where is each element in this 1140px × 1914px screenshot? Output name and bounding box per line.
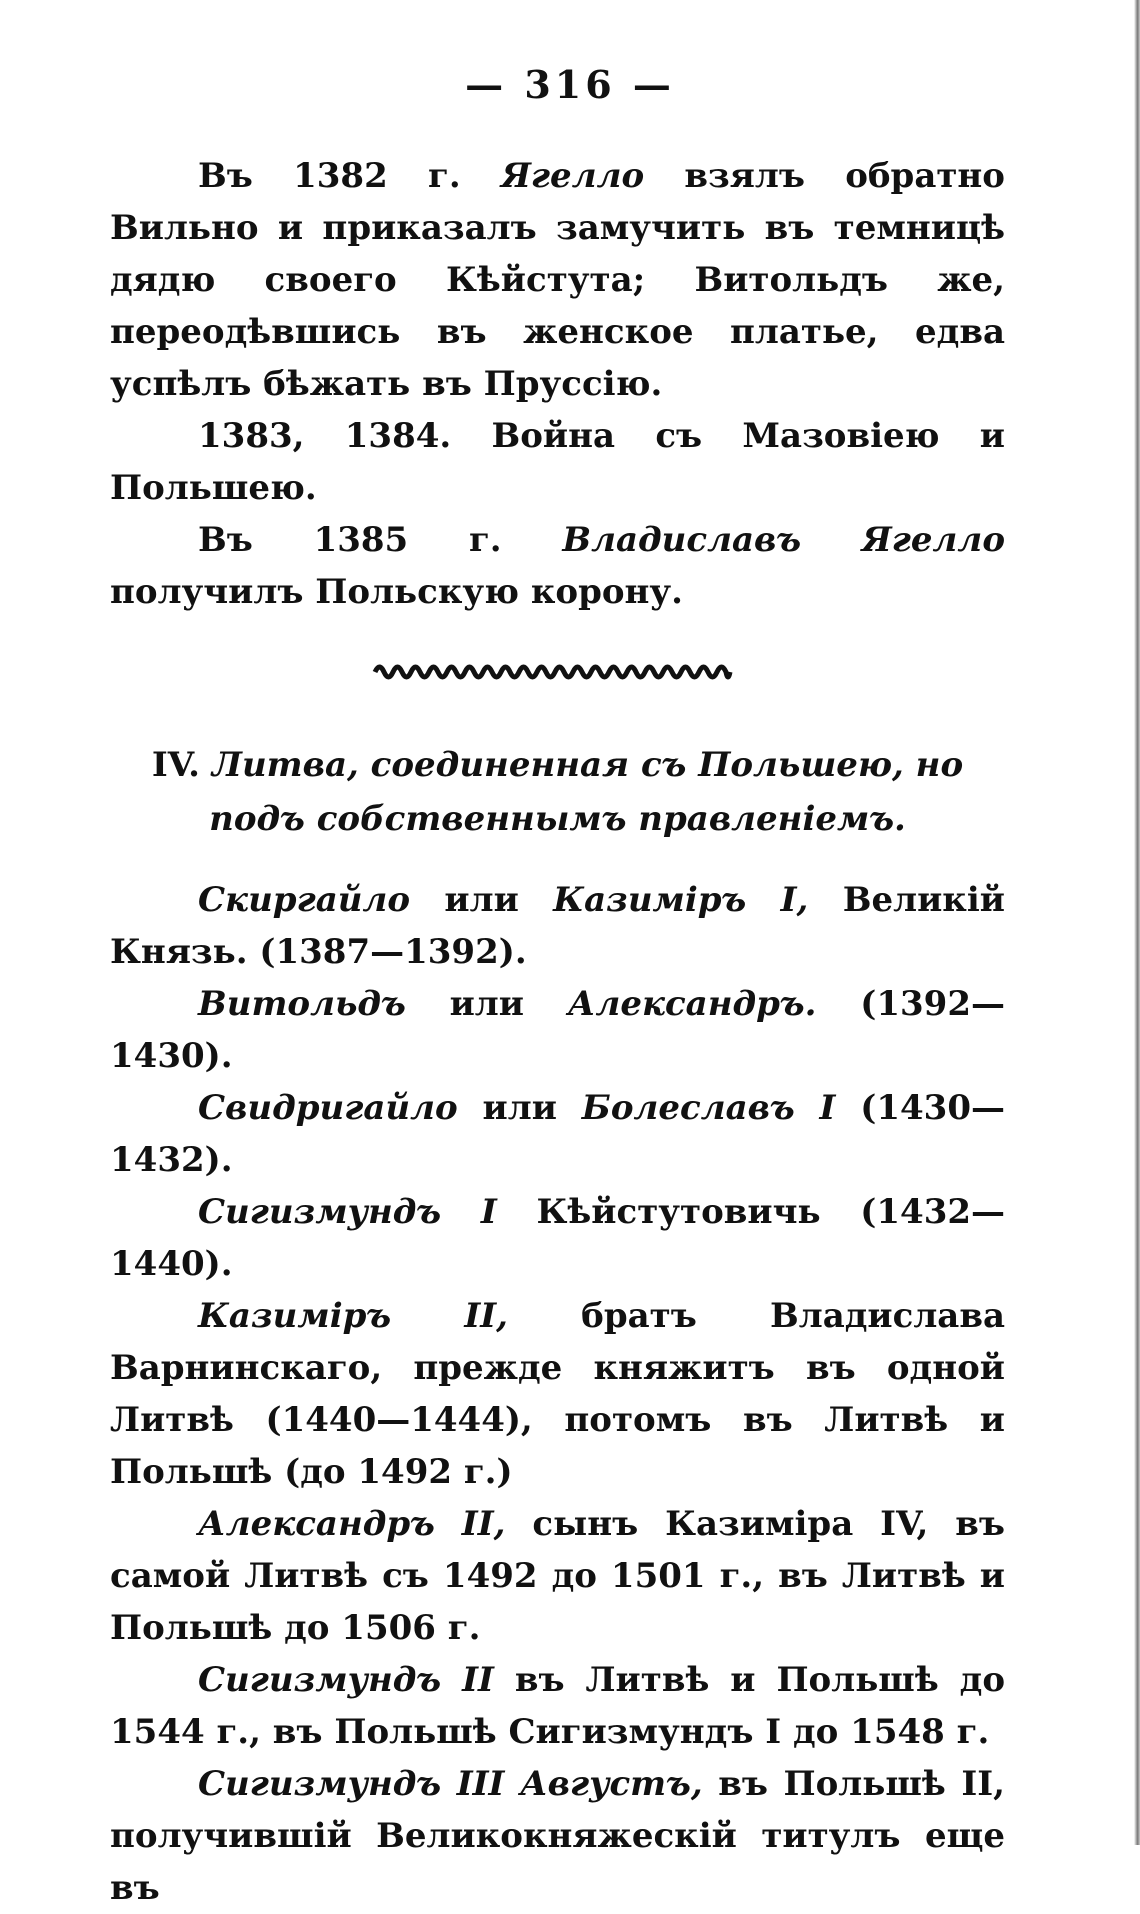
top-text-block — [110, 150, 1005, 618]
italic-name: Сигизмундъ III Августъ, — [198, 1764, 703, 1804]
ruler-paragraph — [110, 1758, 1005, 1914]
paragraph-text: или — [410, 880, 554, 920]
italic-name: Свидригайло — [198, 1088, 458, 1128]
rulers-list-block — [110, 874, 1005, 1914]
paragraph-text: Въ 1385 г. — [198, 520, 563, 560]
section-numeral: IV. — [151, 745, 201, 785]
section-heading — [110, 738, 1005, 846]
chronicle-paragraph — [110, 514, 1005, 618]
paragraph-text: (1430—1432). — [110, 1088, 1005, 1180]
chronicle-paragraph — [110, 410, 1005, 514]
paragraph-text: Кѣйстутовичь (1432—1440). — [110, 1192, 1006, 1284]
ruler-paragraph — [110, 1654, 1005, 1758]
italic-name: Сигизмундъ I — [198, 1192, 497, 1232]
ruler-paragraph — [110, 1290, 1005, 1498]
ruler-paragraph — [110, 874, 1005, 978]
paragraph-text: братъ Владислава Варнинскаго, прежде княжитъ въ одной Литвѣ (1440—1444), потомъ въ Литвѣ и Польшѣ (до 1492 г.) — [110, 1296, 1005, 1492]
italic-name: Владиславъ Ягелло — [562, 520, 1005, 560]
italic-name: Ягелло — [500, 156, 645, 196]
ruler-paragraph — [110, 1186, 1005, 1290]
page-number: — 316 — — [465, 62, 675, 107]
paragraph-text: или — [457, 1088, 582, 1128]
ornamental-divider — [0, 650, 1140, 690]
italic-name: Александръ II, — [198, 1504, 506, 1544]
paragraph-text: (1392—1430). — [110, 984, 1005, 1076]
italic-name: Скиргайло — [198, 880, 411, 920]
italic-name: Сигизмундъ II — [198, 1660, 494, 1700]
italic-name: Александръ. — [567, 984, 817, 1024]
paragraph-text: 1383, 1384. Война съ Мазовіею и Польшею. — [110, 416, 1005, 508]
ruler-paragraph — [110, 978, 1005, 1082]
italic-name: Болеславъ I — [581, 1088, 836, 1128]
paragraph-text: сынъ Казиміра IV, въ самой Литвѣ съ 1492 до 1501 г., въ Литвѣ и Польшѣ до 1506 г. — [110, 1504, 1005, 1648]
ruler-paragraph — [110, 1082, 1005, 1186]
section-title: Литва, соединенная съ Польшею, но подъ собственнымъ правленіемъ. — [209, 745, 964, 839]
paragraph-text: получилъ Польскую корону. — [110, 572, 684, 612]
paragraph-text: или — [405, 984, 568, 1024]
paragraph-text: взялъ обратно Вильно и приказалъ замучить въ темницѣ дядю своего Кѣйстута; Витольдъ же, переодѣвшись въ женское платье, едва успѣлъ бѣжать въ Пруссію. — [110, 156, 1005, 404]
scan-edge-shadow — [1134, 0, 1140, 1845]
paragraph-text: въ Польшѣ II, получившій Великокняжескій титулъ еще въ — [110, 1764, 1005, 1908]
paragraph-text: Въ 1382 г. — [198, 156, 501, 196]
italic-name: Витольдъ — [198, 984, 406, 1024]
italic-name: Казиміръ II, — [198, 1296, 508, 1336]
italic-name: Казиміръ I, — [553, 880, 809, 920]
chronicle-paragraph — [110, 150, 1005, 410]
ruler-paragraph — [110, 1498, 1005, 1654]
paragraph-text: Великій Князь. (1387—1392). — [110, 880, 1005, 972]
paragraph-text: въ Литвѣ и Польшѣ до 1544 г., въ Польшѣ Сигизмундъ I до 1548 г. — [110, 1660, 1006, 1752]
